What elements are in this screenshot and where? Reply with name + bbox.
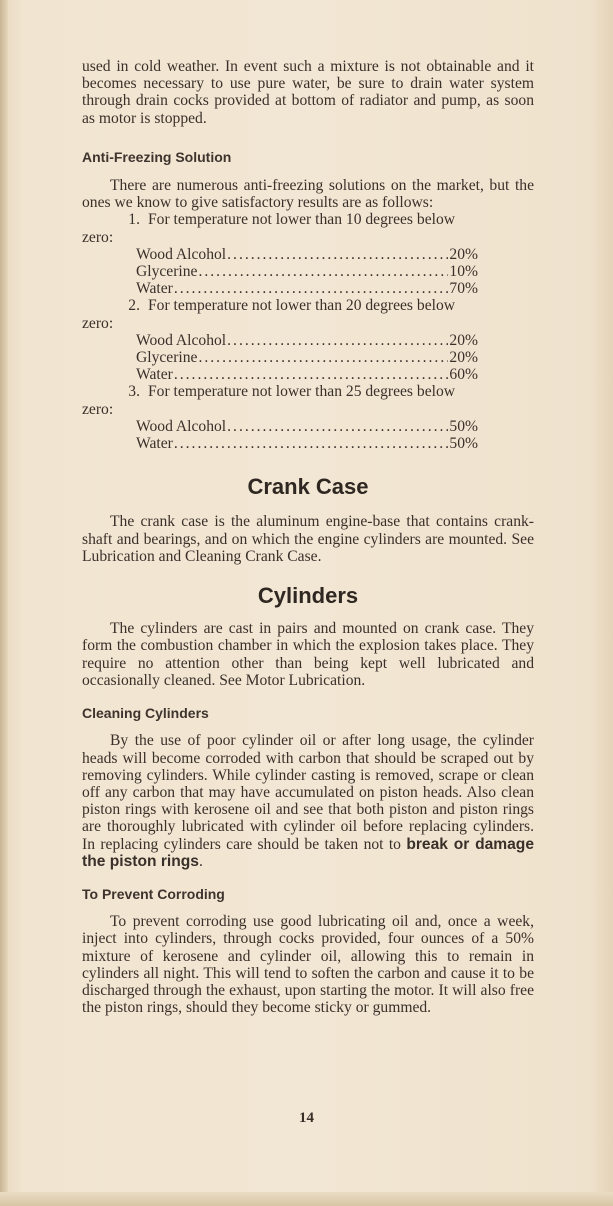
ingredient-row [136,332,478,349]
page-number: 14 [299,1110,314,1126]
ingredient-name: Wood Alcohol [136,417,227,435]
item-number: 2. [128,297,140,315]
page-binding-edge [0,0,8,1206]
anti-freezing-intro: There are numerous anti-freezing solutions on the market, but the ones we know to give satisfactory results are as follows: [82,177,534,212]
ingredient-row [136,280,478,297]
solution-item-1 [82,211,534,228]
cleaning-body-text: By the use of poor cylinder oil or after long usage, the cylinder heads will become corroded with carbon that should be scraped out by removing cylinders. While cylinder casting is removed, scrape or clean off any carbon that may have accumulated on piston heads. Also clean piston rings with kerosene oil and see that both piston and piston rings are thoroughly lubricated with cylinder oil before replacing cylinders. In replacing cylinders care should be taken not to [82,732,534,853]
item-continuation: zero: [82,228,114,246]
ingredient-name: Water [136,435,173,453]
item-number: 3. [128,383,140,401]
ingredient-row [136,435,478,452]
ingredient-name: Glycerine [136,349,198,367]
item-continuation: zero: [82,400,114,418]
ingredient-name: Water [136,280,173,298]
cylinders-heading: Cylinders [257,583,359,609]
ingredient-name: Wood Alcohol [136,245,227,263]
ingredient-percent: 20% [449,245,478,263]
prevent-corroding-body: To prevent corroding use good lubricating oil and, once a week, inject into cylinders, through cocks provided, four ounces of a 50% mixture of kerosene and cylinder oil, allowing this to remain in cylinders all night. This will tend to soften the carbon and cause it to be discharged through the exhaust, upon starting the motor. It will also free the piston rings, should they become sticky or gummed. [82,913,534,1017]
emphasis-text: break or damage the piston rings [82,835,534,870]
cleaning-cylinders-body [82,732,534,870]
ingredient-percent: 60% [449,366,478,384]
dot-leader [198,263,448,280]
item-condition: For temperature not lower than 10 degrees below [148,211,456,229]
ingredient-percent: 50% [449,417,478,435]
dot-leader [227,332,448,349]
ingredient-percent: 50% [449,435,478,453]
intro-paragraph: used in cold weather. In event such a mixture is not obtainable and it becomes necessary to use pure water, be sure to drain water system through drain cocks provided at bottom of radiator and pump, as soon as motor is stopped. [82,58,534,127]
dot-leader [174,435,449,452]
ingredient-percent: 20% [449,349,478,367]
ingredient-name: Water [136,366,173,384]
item-condition: For temperature not lower than 20 degrees below [148,297,456,315]
anti-freezing-heading: Anti-Freezing Solution [82,148,232,165]
item-continuation: zero: [82,314,114,332]
cylinders-body: The cylinders are cast in pairs and mounted on crank case. They form the combustion chamber in which the explosion takes place. They require no attention other than being kept well lubricated and occasionally cleaned. See Motor Lubrication. [82,620,534,689]
cleaning-cylinders-heading: Cleaning Cylinders [82,705,209,722]
ingredient-percent: 20% [449,331,478,349]
dot-leader [174,366,449,383]
crank-case-heading: Crank Case [247,474,369,500]
page-bottom-edge [0,1192,613,1206]
ingredient-name: Glycerine [136,263,198,281]
dot-leader [227,246,448,263]
ingredient-percent: 70% [449,280,478,298]
solution-item-2 [82,297,534,314]
ingredient-row [136,418,478,435]
page-content [82,58,534,1016]
ingredient-name: Wood Alcohol [136,331,227,349]
dot-leader [174,280,449,297]
ingredient-row [136,349,478,366]
item-condition: For temperature not lower than 25 degrees below [148,383,456,401]
ingredient-row [136,246,478,263]
crank-case-body: The crank case is the aluminum engine-base that contains crank-shaft and bearings, and on which the engine cylinders are mounted. See Lubrication and Cleaning Crank Case. [82,513,534,565]
cleaning-end: . [198,852,203,870]
ingredient-row [136,366,478,383]
item-number: 1. [128,211,140,229]
ingredient-percent: 10% [449,263,478,281]
solution-item-3 [82,383,534,400]
prevent-corroding-heading: To Prevent Corroding [82,885,225,902]
dot-leader [227,418,448,435]
ingredient-row [136,263,478,280]
dot-leader [198,349,448,366]
